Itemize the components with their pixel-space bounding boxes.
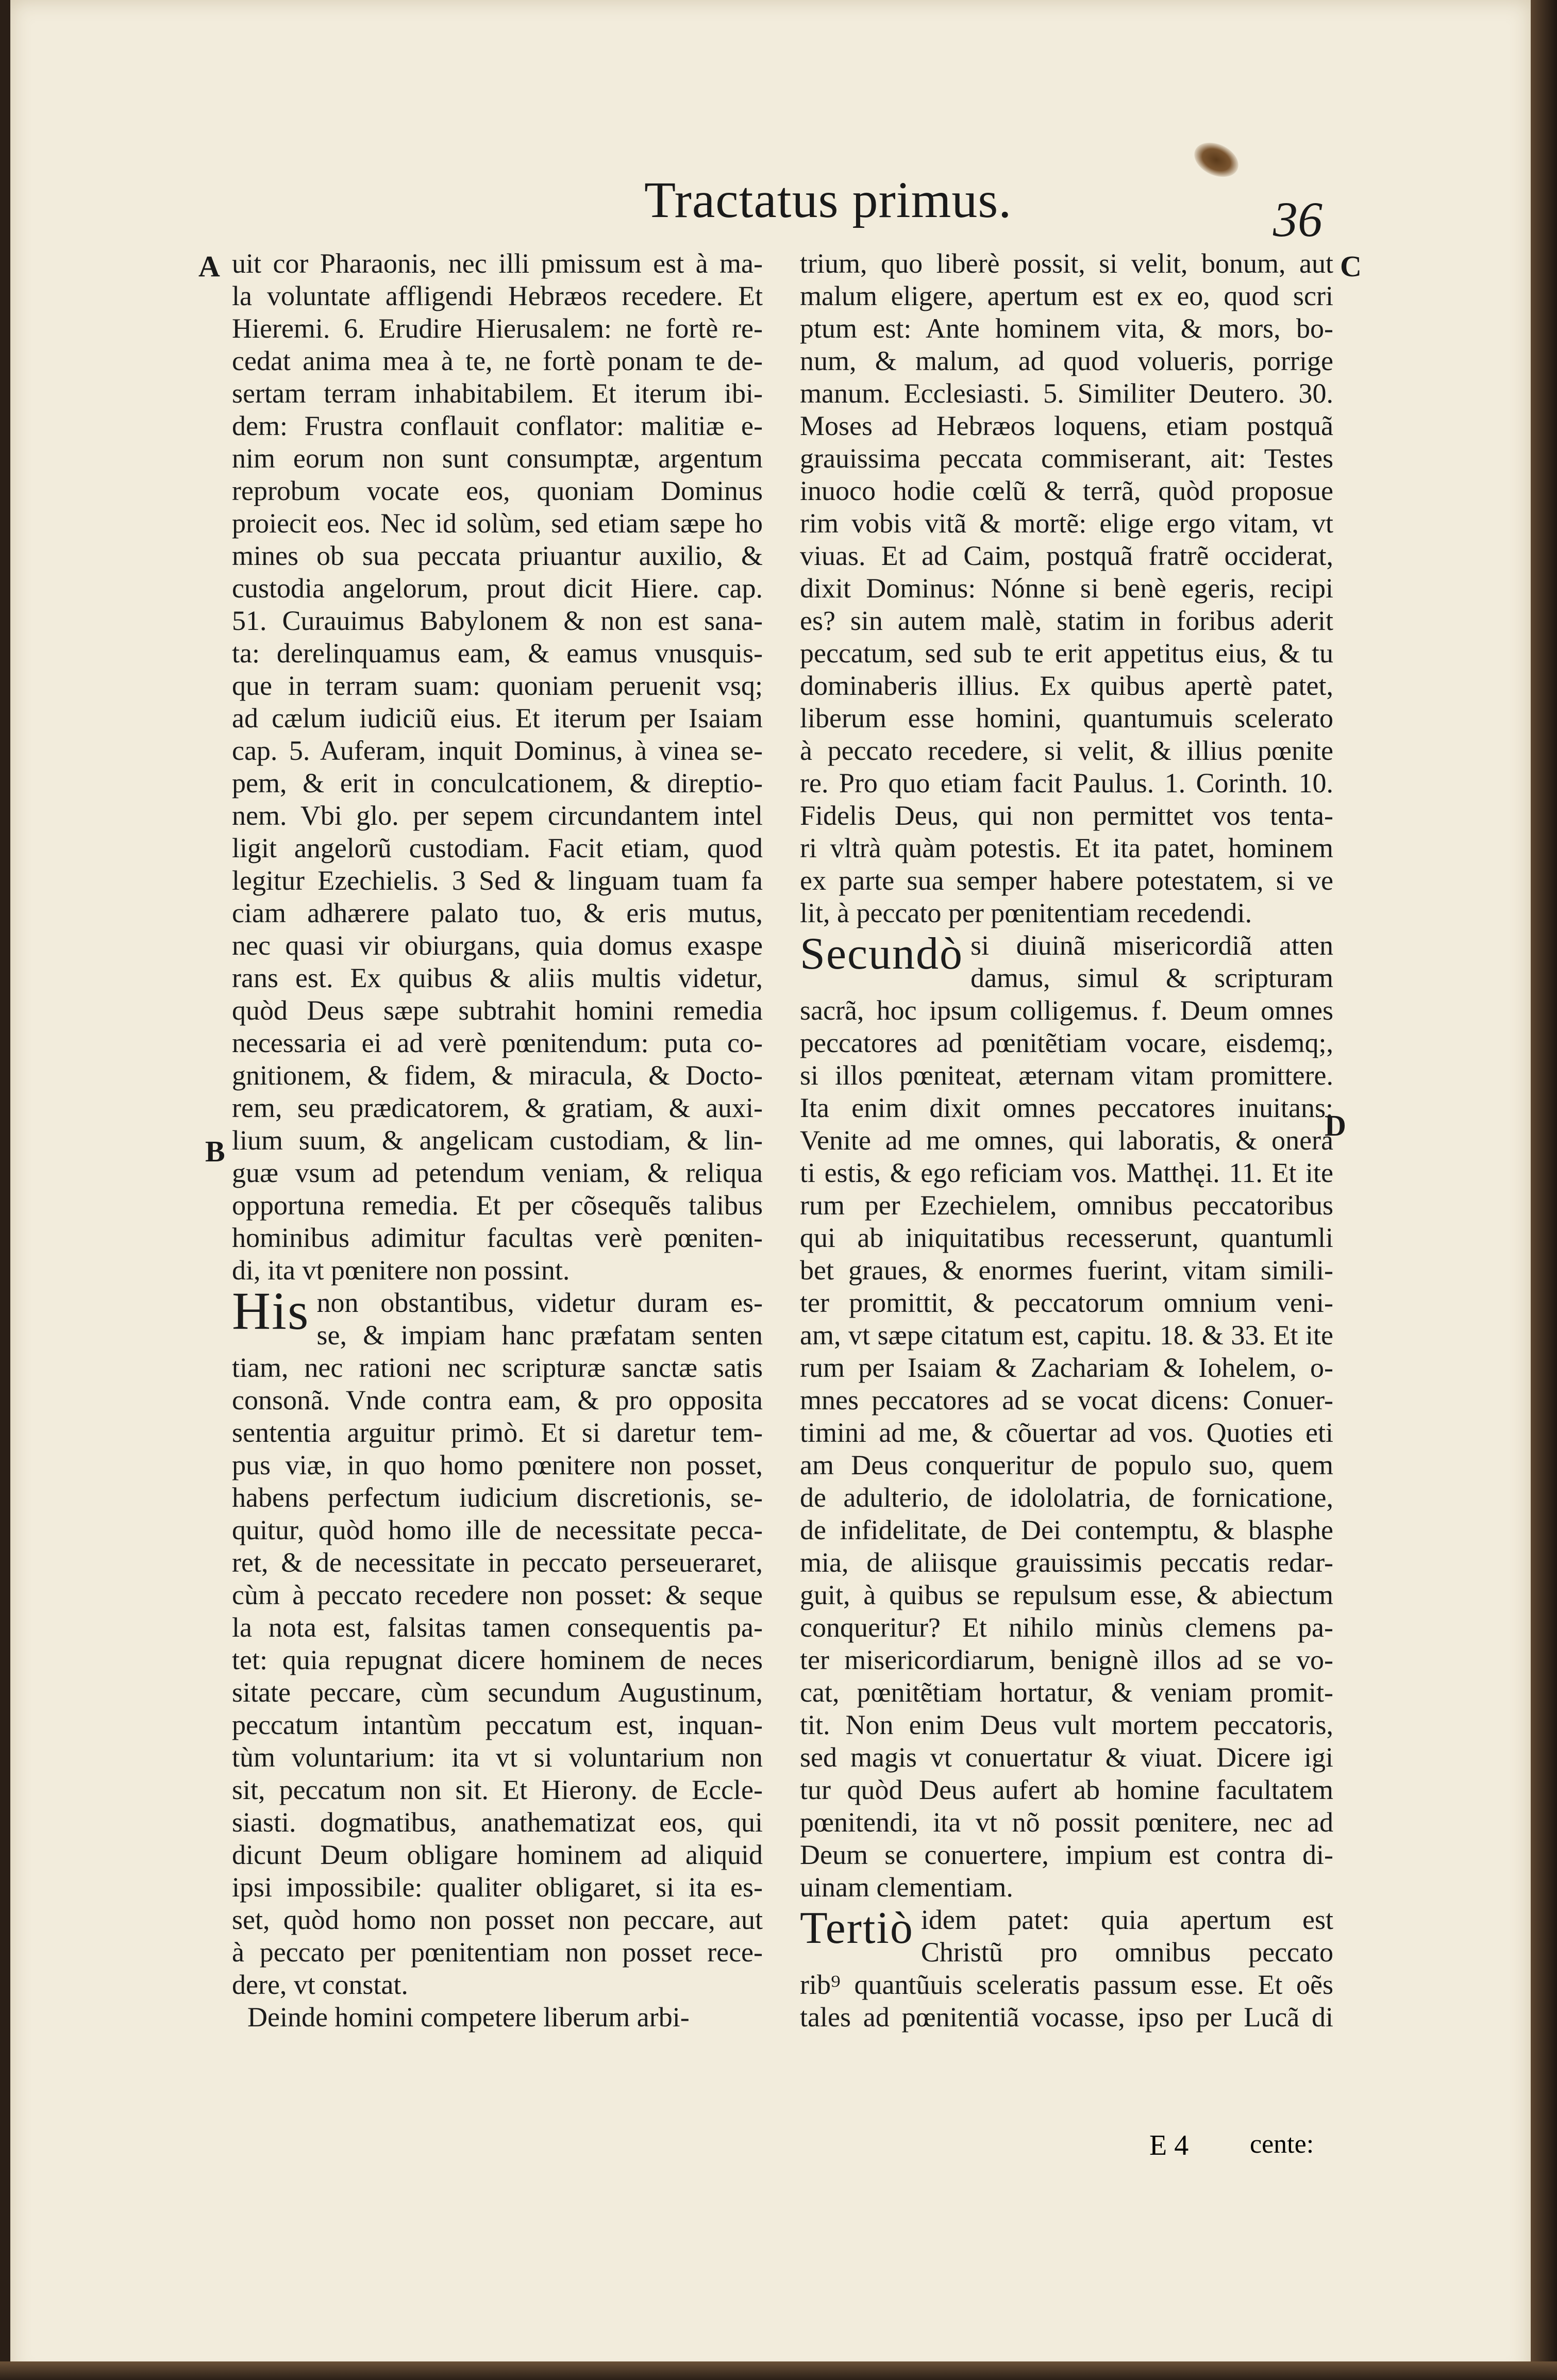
initial-tertio: Tertiò (800, 1903, 914, 1953)
running-title: Tractatus primus. (644, 171, 1012, 228)
text-line: uit cor Pharaonis, nec illi pmissum est à ma- (232, 248, 763, 279)
text-line: pem, & erit in conculcationem, & direptio- (232, 768, 763, 798)
text-line: Christũ pro omnibus peccato (920, 1937, 1333, 1968)
text-line: nem. Vbi glo. per sepem circundantem intel (232, 800, 763, 831)
text-line: am, vt sæpe citatum est, capitu. 18. & 33. Et ite (800, 1320, 1333, 1351)
text-line: reprobum vocate eos, quoniam Dominus (232, 475, 763, 506)
margin-letter-c: C (1340, 249, 1362, 283)
text-line: mines ob sua peccata priuantur auxilio, & (232, 540, 763, 571)
text-line: gnitionem, & fidem, & miracula, & Docto- (232, 1060, 763, 1091)
text-line: ter promittit, & peccatorum omnium veni- (800, 1287, 1333, 1318)
text-line: tales ad pœnitentiã vocasse, ipso per Lucã di (800, 2002, 1333, 2033)
page-edge-right (1531, 0, 1557, 2380)
text-line: de adulterio, de idololatria, de fornicatione, (800, 1482, 1333, 1513)
text-line: rum per Ezechielem, omnibus peccatoribus (800, 1190, 1333, 1221)
text-line: proiecit eos. Nec id solùm, sed etiam sæpe ho (232, 508, 763, 539)
text-line: quitur, quòd homo ille de necessitate pecca- (232, 1514, 763, 1545)
text-line: timini ad me, & cõuertar ad vos. Quoties eti (800, 1417, 1333, 1448)
text-line: Ita enim dixit omnes peccatores inuitans: (800, 1092, 1333, 1123)
text-line: rib⁹ quantũuis sceleratis passum esse. Et oẽs (800, 1969, 1333, 2000)
ink-stain (1189, 136, 1244, 184)
initial-secundo: Secundò (800, 929, 964, 979)
text-line: ret, & de necessitate in peccato perseueraret, (232, 1547, 763, 1578)
text-line: ri vltrà quàm potestis. Et ita patet, hominem (800, 833, 1333, 863)
text-line: tit. Non enim Deus vult mortem peccatoris, (800, 1709, 1333, 1740)
text-line: sed magis vt conuertatur & viuat. Dicere igi (800, 1742, 1333, 1773)
initial-his: His (232, 1281, 310, 1341)
text-line: peccatores ad pœnitẽtiam vocare, eisdemq;, (800, 1027, 1333, 1058)
text-line: la nota est, falsitas tamen consequentis pa- (232, 1612, 763, 1643)
text-line: sertam terram inhabitabilem. Et iterum ibi- (232, 378, 763, 409)
text-line: Venite ad me omnes, qui laboratis, & onera (800, 1125, 1333, 1156)
text-line: di, ita vt pœnitere non possint. (232, 1255, 570, 1286)
text-line: guit, à quibus se repulsum esse, & abiectum (800, 1579, 1333, 1610)
text-line: pœnitendi, ita vt nõ possit pœnitere, nec ad (800, 1807, 1333, 1838)
text-line: si illos pœniteat, æternam vitam promittere. (800, 1060, 1333, 1091)
text-line: dominaberis illius. Ex quibus apertè patet, (800, 670, 1333, 701)
text-line: à peccato recedere, si velit, & illius pœnite (800, 735, 1333, 766)
text-line: es? sin autem malè, statim in foribus aderit (800, 605, 1333, 636)
text-line: Fidelis Deus, qui non permittet vos tenta- (800, 800, 1333, 831)
text-line: opportuna remedia. Et per cõsequẽs talibus (232, 1190, 763, 1221)
text-line: non obstantibus, videtur duram es- (316, 1287, 763, 1318)
text-line: dixit Dominus: Nónne si benè egeris, recipi (800, 573, 1333, 604)
text-line: hominibus adimitur facultas verè pœniten- (232, 1222, 763, 1253)
text-line: trium, quo liberè possit, si velit, bonum, aut (800, 248, 1333, 279)
text-line: dicunt Deum obligare hominem ad aliquid (232, 1839, 763, 1870)
text-line: peccatum intantùm peccatum est, inquan- (232, 1709, 763, 1740)
text-line: de infidelitate, de Dei contemptu, & blasphe (800, 1514, 1333, 1545)
text-line: ta: derelinquamus eam, & eamus vnusquis- (232, 638, 763, 669)
margin-letter-b: B (205, 1135, 225, 1168)
text-line: à peccato per pœnitentiam non posset rece- (232, 1937, 763, 1968)
text-line: ter misericordiarum, benignè illos ad se vo- (800, 1644, 1333, 1675)
text-line: lit, à peccato per pœnitentiam recedendi. (800, 897, 1252, 928)
text-line: ad cælum iudiciũ eius. Et iterum per Isaiam (232, 703, 763, 734)
text-line: tet: quia repugnat dicere hominem de neces (232, 1644, 763, 1675)
his-paragraph (232, 1281, 763, 1352)
text-line: am Deus conqueritur de populo suo, quem (800, 1450, 1333, 1480)
text-line: inuoco hodie cœlũ & terrã, quòd proposue (800, 475, 1333, 506)
right-paragraph-1 (800, 247, 1333, 929)
text-line: set, quòd homo non posset non peccare, aut (232, 1904, 763, 1935)
tertio-paragraph (800, 1904, 1333, 1969)
left-column (232, 247, 763, 2034)
text-line: sit, peccatum non sit. Et Hierony. de Eccle- (232, 1774, 763, 1805)
text-line: dere, vt constat. (232, 1969, 408, 2000)
text-line: si diuinã misericordiã atten (970, 930, 1333, 961)
right-column (800, 247, 1333, 2034)
text-line: sententia arguitur primò. Et si daretur tem- (232, 1417, 763, 1448)
text-line: nec quasi vir obiurgans, quia domus exaspe (232, 930, 763, 961)
text-line: rum per Isaiam & Zachariam & Iohelem, o- (800, 1352, 1333, 1383)
margin-letter-a: A (198, 249, 220, 283)
text-line: Hieremi. 6. Erudire Hierusalem: ne fortè re- (232, 313, 763, 344)
text-line: conqueritur? Et nihilo minùs clemens pa- (800, 1612, 1333, 1643)
text-line: peccatum, sed sub te erit appetitus eius, & tu (800, 638, 1333, 669)
text-line: legitur Ezechielis. 3 Sed & linguam tuam fa (232, 865, 763, 896)
text-line: malum eligere, apertum est ex eo, quod scri (800, 280, 1333, 311)
text-line: la voluntate affligendi Hebræos recedere. Et (232, 280, 763, 311)
text-line: cùm à peccato recedere non posset: & seque (232, 1579, 763, 1610)
text-line: sacrã, hoc ipsum colligemus. f. Deum omnes (800, 995, 1333, 1026)
text-line: dem: Frustra conflauit conflator: malitiæ e- (232, 410, 763, 441)
text-line: rim vobis vitã & mortẽ: elige ergo vitam, vt (800, 508, 1333, 539)
text-line: Moses ad Hebræos loquens, etiam postquã (800, 410, 1333, 441)
signature-mark: E 4 (1149, 2129, 1189, 2161)
right-paragraph-2 (800, 994, 1333, 1904)
catchword: cente: (1250, 2129, 1314, 2159)
text-line: qui ab iniquitatibus recesserunt, quantumli (800, 1222, 1333, 1253)
text-line: rans est. Ex quibus & aliis multis videtur, (232, 962, 763, 993)
text-line: custodia angelorum, prout dicit Hiere. cap. (232, 573, 763, 604)
text-line: ex parte sua semper habere potestatem, si ve (800, 865, 1333, 896)
text-line: guæ vsum ad petendum veniam, & reliqua (232, 1157, 763, 1188)
text-line: mnes peccatores ad se vocat dicens: Conuer- (800, 1385, 1333, 1416)
text-line: manum. Ecclesiasti. 5. Similiter Deutero. 30. (800, 378, 1333, 409)
text-line: pus viæ, in quo homo pœnitere non posset, (232, 1450, 763, 1480)
text-line: ipsi impossibile: qualiter obligaret, si ita es- (232, 1872, 763, 1903)
left-paragraph-2 (232, 1352, 763, 2001)
text-line: bet graues, & enormes fuerint, vitam simili- (800, 1255, 1333, 1286)
folio-number: 36 (1273, 192, 1322, 247)
text-line: ciam adhærere palato tuo, & eris mutus, (232, 897, 763, 928)
text-line: rem, seu prædicatorem, & gratiam, & auxi- (232, 1092, 763, 1123)
text-line: que in terram suam: quoniam peruenit vsq; (232, 670, 763, 701)
text-line: damus, simul & scripturam (970, 962, 1333, 993)
text-line: Deum se conuertere, impium est contra di- (800, 1839, 1333, 1870)
left-last-line: Deinde homini competere liberum arbi- (247, 2002, 690, 2033)
text-line: ti estis, & ego reficiam vos. Matthęi. 11. Et ite (800, 1157, 1333, 1188)
right-paragraph-3 (800, 1969, 1333, 2034)
text-line: grauissima peccata commiserant, ait: Testes (800, 443, 1333, 474)
left-paragraph-1 (232, 247, 763, 1287)
text-line: sitate peccare, cùm secundum Augustinum, (232, 1677, 763, 1708)
text-line: se, & impiam hanc præfatam senten (316, 1320, 763, 1351)
text-line: tùm voluntarium: ita vt si voluntarium non (232, 1742, 763, 1773)
text-line: siasti. dogmatibus, anathematizat eos, qui (232, 1807, 763, 1838)
text-line: cedat anima mea à te, ne fortè ponam te de- (232, 345, 763, 376)
text-line: cat, pœnitẽtiam hortatur, & veniam promit- (800, 1677, 1333, 1708)
text-line: consonã. Vnde contra eam, & pro opposita (232, 1385, 763, 1416)
text-line: ptum est: Ante hominem vita, & mors, bo- (800, 313, 1333, 344)
text-line: tiam, nec rationi nec scripturæ sanctæ satis (232, 1352, 763, 1383)
page-edge-bottom (0, 2361, 1557, 2380)
text-line: lium suum, & angelicam custodiam, & lin- (232, 1125, 763, 1156)
text-line: 51. Curauimus Babylonem & non est sana- (232, 605, 763, 636)
text-line: mia, de aliisque grauissimis peccatis redar- (800, 1547, 1333, 1578)
text-line: necessaria ei ad verè pœnitendum: puta co- (232, 1027, 763, 1058)
text-line: uinam clementiam. (800, 1872, 1013, 1903)
text-line: quòd Deus sæpe subtrahit homini remedia (232, 995, 763, 1026)
text-line: idem patet: quia apertum est (920, 1904, 1333, 1935)
text-line: num, & malum, ad quod volueris, porrige (800, 345, 1333, 376)
secundo-paragraph (800, 929, 1333, 994)
text-line: re. Pro quo etiam facit Paulus. 1. Corinth. 10. (800, 768, 1333, 798)
text-line: tur quòd Deus aufert ab homine facultatem (800, 1774, 1333, 1805)
text-line: ligit angelorũ custodiam. Facit etiam, quod (232, 833, 763, 863)
text-line: cap. 5. Auferam, inquit Dominus, à vinea se- (232, 735, 763, 766)
text-line: liberum esse homini, quantumuis scelerato (800, 703, 1333, 734)
text-line: viuas. Et ad Caim, postquã fratrẽ occiderat, (800, 540, 1333, 571)
margin-letter-d: D (1325, 1109, 1346, 1142)
text-line: nim eorum non sunt consumptæ, argentum (232, 443, 763, 474)
text-line: habens perfectum iudicium discretionis, se- (232, 1482, 763, 1513)
